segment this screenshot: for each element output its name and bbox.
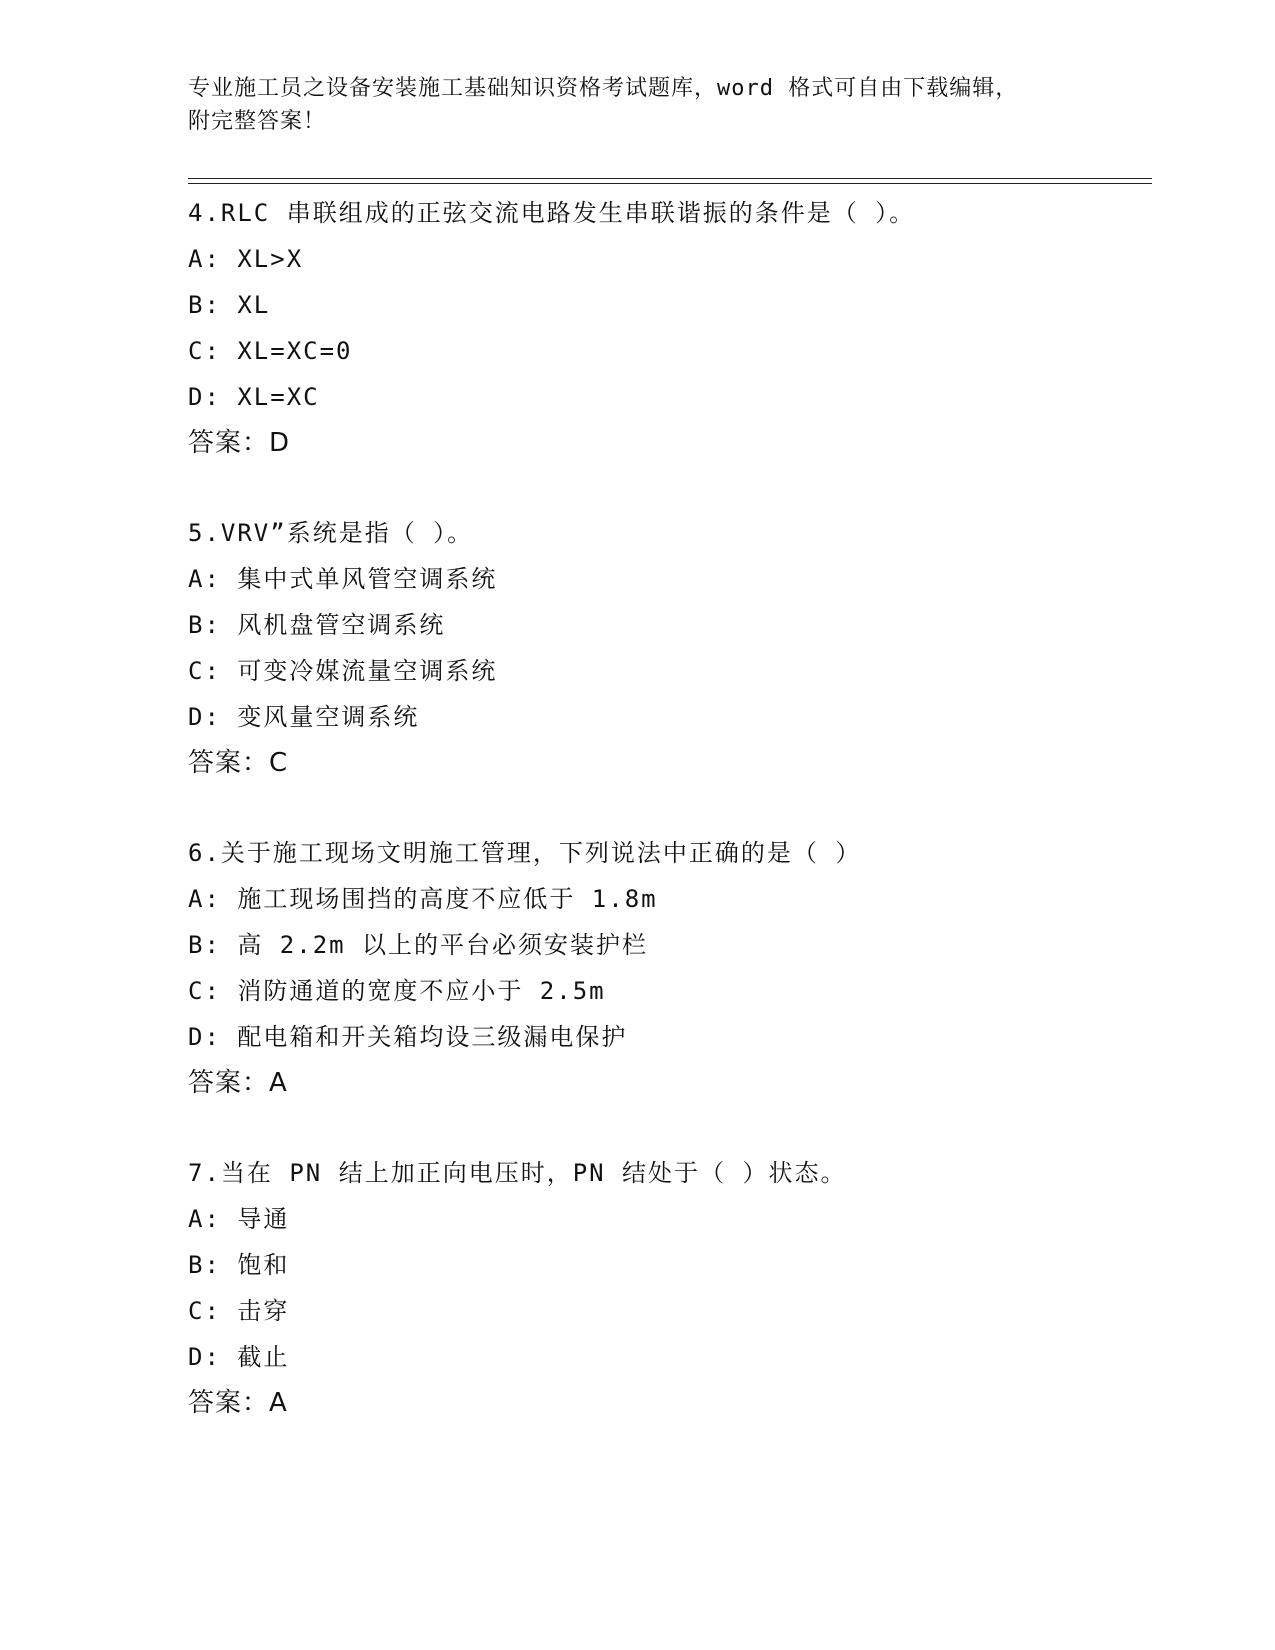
question-7	[188, 1150, 1148, 1426]
question-stem: 6.关于施工现场文明施工管理，下列说法中正确的是（ ）	[188, 839, 862, 867]
option-b: B: XL	[188, 291, 271, 319]
option-c: C: 击穿	[188, 1297, 290, 1325]
option-a: A: 集中式单风管空调系统	[188, 565, 498, 593]
option-a: A: 导通	[188, 1205, 290, 1233]
option-d: D: XL=XC	[188, 383, 320, 411]
question-5	[188, 510, 1148, 786]
option-a: A: 施工现场围挡的高度不应低于 1.8m	[188, 885, 658, 913]
answer-label: 答案：C	[188, 748, 289, 778]
question-stem: 7.当在 PN 结上加正向电压时，PN 结处于（ ）状态。	[188, 1159, 847, 1187]
answer-label: 答案：A	[188, 1068, 288, 1098]
question-list	[188, 190, 1148, 1470]
question-stem: 4.RLC 串联组成的正弦交流电路发生串联谐振的条件是（ ）。	[188, 199, 916, 227]
option-b: B: 高 2.2m 以上的平台必须安装护栏	[188, 931, 649, 959]
answer-label: 答案：A	[188, 1388, 288, 1418]
header-line-1: 专业施工员之设备安装施工基础知识资格考试题库，word 格式可自由下载编辑，	[188, 76, 1019, 101]
option-c: C: XL=XC=0	[188, 337, 353, 365]
question-4	[188, 190, 1148, 466]
option-b: B: 风机盘管空调系统	[188, 611, 446, 639]
header-divider-bottom	[188, 183, 1152, 184]
option-b: B: 饱和	[188, 1251, 290, 1279]
option-a: A: XL>X	[188, 245, 304, 273]
option-d: D: 变风量空调系统	[188, 703, 420, 731]
option-d: D: 截止	[188, 1343, 290, 1371]
option-d: D: 配电箱和开关箱均设三级漏电保护	[188, 1023, 628, 1051]
option-c: C: 可变冷媒流量空调系统	[188, 657, 498, 685]
answer-label: 答案：D	[188, 428, 291, 458]
document-header	[188, 72, 1088, 138]
option-c: C: 消防通道的宽度不应小于 2.5m	[188, 977, 606, 1005]
header-divider-top	[188, 178, 1152, 179]
question-6	[188, 830, 1148, 1106]
question-stem: 5.VRV”系统是指（ ）。	[188, 519, 474, 547]
header-line-2: 附完整答案！	[188, 109, 327, 134]
